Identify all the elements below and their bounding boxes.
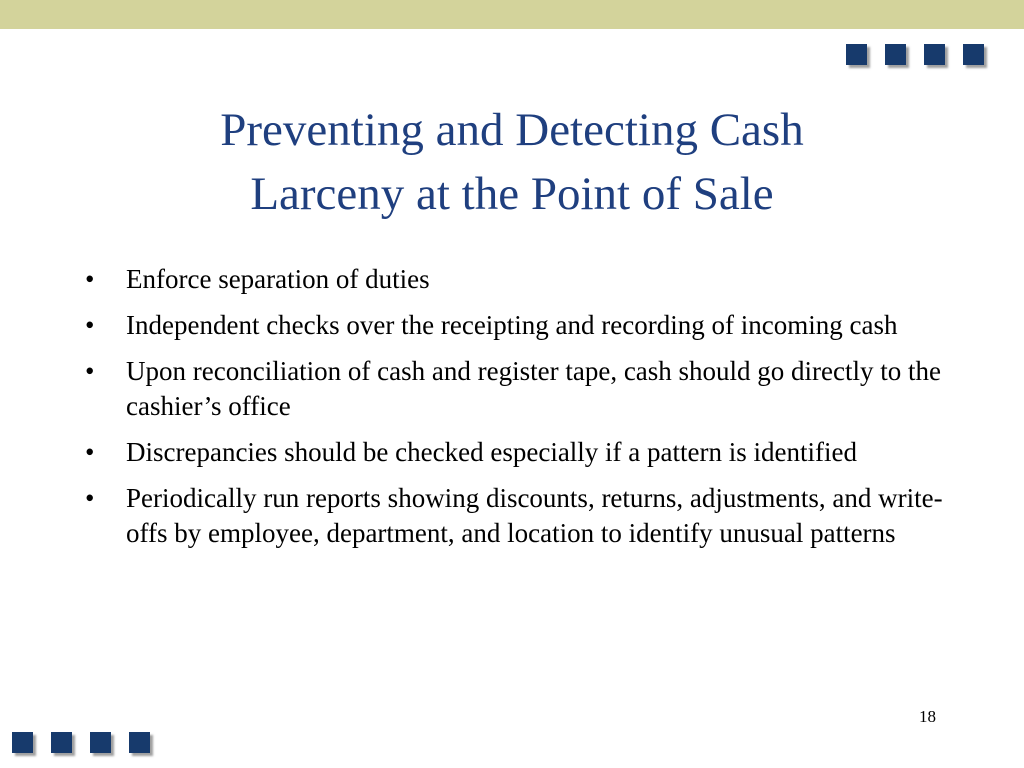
decor-square [129, 732, 150, 753]
slide-title-line-2: Larceny at the Point of Sale [250, 168, 774, 220]
bullet-dot: • [85, 437, 95, 467]
bullet-dot: • [85, 310, 95, 340]
bullet-text: Enforce separation of duties [126, 264, 430, 294]
bullet-item [85, 262, 945, 297]
decor-square [90, 732, 111, 753]
decor-square [12, 732, 33, 753]
bullet-item [85, 354, 945, 424]
page-number: 18 [919, 707, 936, 726]
bullet-dot: • [85, 264, 95, 294]
bullet-text: Upon reconciliation of cash and register tape, cash should go directly to the cashier’s office [126, 356, 941, 421]
bullet-text: Periodically run reports showing discounts, returns, adjustments, and write-offs by employee, department, and location to identify unusual patterns [126, 483, 943, 548]
decor-square [924, 44, 945, 65]
decor-square [963, 44, 984, 65]
slide-title [60, 98, 964, 226]
slide-title-line-1: Preventing and Detecting Cash [220, 104, 804, 156]
decor-square [885, 44, 906, 65]
bullet-dot: • [85, 483, 95, 513]
bullet-text: Discrepancies should be checked especially if a pattern is identified [126, 437, 857, 467]
bullet-item [85, 481, 945, 551]
bullet-item [85, 435, 945, 470]
decor-square [846, 44, 867, 65]
bottom-decor-squares [12, 732, 150, 753]
decor-square [51, 732, 72, 753]
bullet-dot: • [85, 356, 95, 386]
top-decor-squares [846, 44, 984, 65]
top-accent-band [0, 0, 1024, 29]
bullet-item [85, 308, 945, 343]
bullet-text: Independent checks over the receipting and recording of incoming cash [126, 310, 898, 340]
bullet-list [85, 262, 945, 562]
